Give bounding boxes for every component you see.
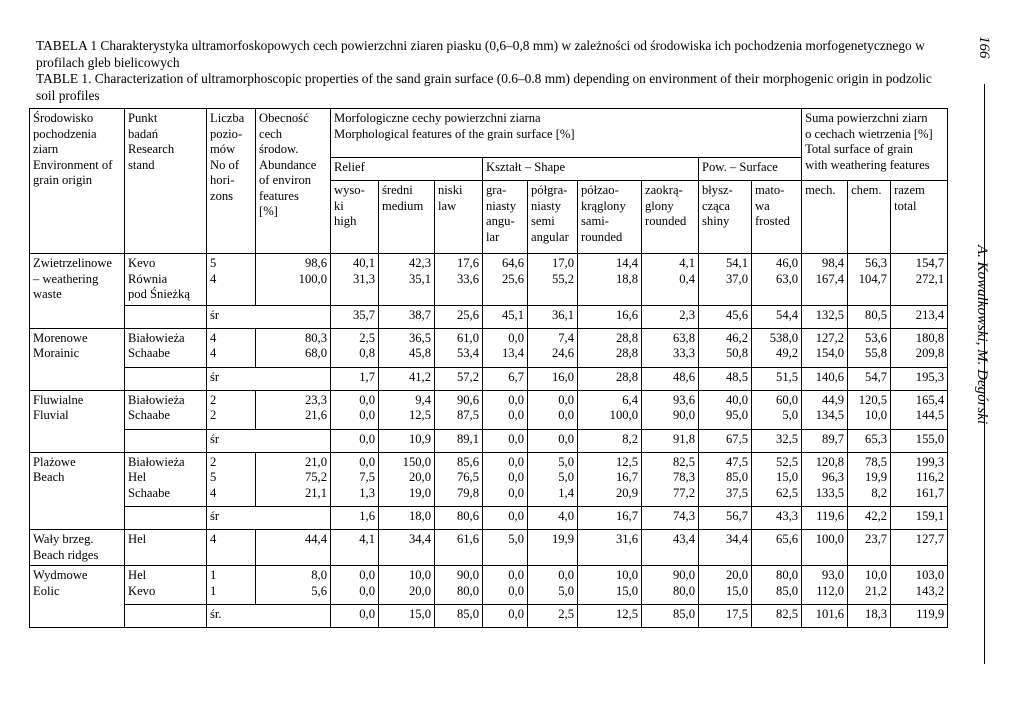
header-horizons: Liczba pozio- mów No of hori- zons [207, 109, 256, 254]
mean-value-cell: 17,5 [699, 605, 752, 628]
header-col-rounded: zaokrą- glony rounded [642, 181, 699, 254]
horizons-cell: 2 5 4 [207, 452, 256, 507]
value-cell: 47,5 85,0 37,5 [699, 452, 752, 507]
mean-value-cell: 0,0 [483, 507, 528, 530]
mean-value-cell: 25,6 [435, 305, 483, 328]
value-cell: 9,4 12,5 [379, 390, 435, 429]
mean-value-cell: 0,0 [331, 429, 379, 452]
value-cell: 44,9 134,5 [802, 390, 848, 429]
value-cell: 90,6 87,5 [435, 390, 483, 429]
mean-value-cell: 67,5 [699, 429, 752, 452]
mean-value-cell: 132,5 [802, 305, 848, 328]
header-environment: Środowisko pochodzenia ziarn Environment of grain origin [30, 109, 125, 254]
abundance-cell: 23,3 21,6 [256, 390, 331, 429]
mean-value-cell: 15,0 [379, 605, 435, 628]
mean-value-cell: 28,8 [578, 367, 642, 390]
mean-value-cell: 91,8 [642, 429, 699, 452]
value-cell: 100,0 [802, 530, 848, 566]
mean-label: śr [207, 305, 331, 328]
mean-value-cell: 36,1 [528, 305, 578, 328]
mean-row-blank [125, 305, 207, 328]
mean-value-cell: 32,5 [752, 429, 802, 452]
mean-value-cell: 82,5 [752, 605, 802, 628]
value-cell: 46,2 50,8 [699, 328, 752, 367]
mean-value-cell: 89,7 [802, 429, 848, 452]
mean-value-cell: 0,0 [483, 429, 528, 452]
value-cell: 0,0 0,0 [331, 390, 379, 429]
header-surface: Pow. – Surface [699, 158, 802, 181]
mean-value-cell: 1,6 [331, 507, 379, 530]
mean-row [30, 507, 948, 530]
value-cell: 28,8 28,8 [578, 328, 642, 367]
abundance-cell: 80,3 68,0 [256, 328, 331, 367]
value-cell: 34,4 [379, 530, 435, 566]
table-row [30, 328, 948, 367]
value-cell: 12,5 16,7 20,9 [578, 452, 642, 507]
value-cell: 61,0 53,4 [435, 328, 483, 367]
mean-value-cell: 140,6 [802, 367, 848, 390]
value-cell: 65,6 [752, 530, 802, 566]
abundance-cell: 44,4 [256, 530, 331, 566]
running-head-authors: A. Kowalkowski, M. Degórski [974, 245, 990, 425]
header-site: Punkt badań Research stand [125, 109, 207, 254]
table-row [30, 254, 948, 306]
header-col-low: niski law [435, 181, 483, 254]
mean-value-cell: 8,2 [578, 429, 642, 452]
environment-cell: Plażowe Beach [30, 452, 125, 530]
mean-value-cell: 54,4 [752, 305, 802, 328]
header-col-total: razem total [891, 181, 948, 254]
header-abundance: Obecność cech środow. Abundance of environ features [%] [256, 109, 331, 254]
abundance-cell: 98,6 100,0 [256, 254, 331, 306]
table-row [30, 452, 948, 507]
mean-value-cell: 74,3 [642, 507, 699, 530]
abundance-cell: 8,0 5,6 [256, 566, 331, 605]
page-number: 166 [976, 36, 992, 59]
value-cell: 4,1 [331, 530, 379, 566]
table-caption [36, 38, 941, 104]
environment-cell: Morenowe Morainic [30, 328, 125, 390]
mean-value-cell: 85,0 [435, 605, 483, 628]
value-cell: 0,0 7,5 1,3 [331, 452, 379, 507]
mean-value-cell: 42,2 [848, 507, 891, 530]
mean-value-cell: 10,9 [379, 429, 435, 452]
mean-value-cell: 56,7 [699, 507, 752, 530]
value-cell: 85,6 76,5 79,8 [435, 452, 483, 507]
header-col-chemical: chem. [848, 181, 891, 254]
mean-value-cell: 51,5 [752, 367, 802, 390]
mean-row [30, 605, 948, 628]
value-cell: 0,0 13,4 [483, 328, 528, 367]
mean-row-blank [125, 367, 207, 390]
environment-cell: Wydmowe Eolic [30, 566, 125, 628]
horizons-cell: 4 [207, 530, 256, 566]
mean-value-cell: 35,7 [331, 305, 379, 328]
mean-label: śr [207, 429, 331, 452]
caption-polish: TABELA 1 Charakterystyka ultramorfoskopowych cech powierzchni ziaren piasku (0,6–0,8 mm) w zależności od środowiska ich pochodzenia morfogenetycznego w profilach gleb bielicowych [36, 38, 925, 70]
mean-value-cell: 48,5 [699, 367, 752, 390]
value-cell: 199,3 116,2 161,7 [891, 452, 948, 507]
value-cell: 0,0 0,0 [331, 566, 379, 605]
value-cell: 19,9 [528, 530, 578, 566]
value-cell: 98,4 167,4 [802, 254, 848, 306]
value-cell: 90,0 80,0 [642, 566, 699, 605]
environment-cell: Fluwialne Fluvial [30, 390, 125, 452]
mean-value-cell: 38,7 [379, 305, 435, 328]
value-cell: 2,5 0,8 [331, 328, 379, 367]
mean-value-cell: 16,7 [578, 507, 642, 530]
mean-row-blank [125, 605, 207, 628]
mean-value-cell: 119,9 [891, 605, 948, 628]
mean-label: śr [207, 367, 331, 390]
value-cell: 10,0 20,0 [379, 566, 435, 605]
value-cell: 4,1 0,4 [642, 254, 699, 306]
value-cell: 0,0 0,0 [483, 390, 528, 429]
value-cell: 93,0 112,0 [802, 566, 848, 605]
value-cell: 61,6 [435, 530, 483, 566]
mean-value-cell: 16,0 [528, 367, 578, 390]
header-col-frosted: mato- wa frosted [752, 181, 802, 254]
value-cell: 150,0 20,0 19,0 [379, 452, 435, 507]
mean-value-cell: 4,0 [528, 507, 578, 530]
mean-value-cell: 2,5 [528, 605, 578, 628]
value-cell: 82,5 78,3 77,2 [642, 452, 699, 507]
value-cell: 538,0 49,2 [752, 328, 802, 367]
mean-value-cell: 85,0 [642, 605, 699, 628]
mean-value-cell: 80,6 [435, 507, 483, 530]
mean-value-cell: 155,0 [891, 429, 948, 452]
data-table [29, 108, 948, 628]
value-cell: 0,0 0,0 [528, 390, 578, 429]
mean-value-cell: 195,3 [891, 367, 948, 390]
horizons-cell: 5 4 [207, 254, 256, 306]
value-cell: 17,0 55,2 [528, 254, 578, 306]
environment-cell: Zwietrzelinowe – weathering waste [30, 254, 125, 329]
horizons-cell: 4 4 [207, 328, 256, 367]
mean-value-cell: 45,1 [483, 305, 528, 328]
header-col-medium: średni medium [379, 181, 435, 254]
value-cell: 54,1 37,0 [699, 254, 752, 306]
mean-value-cell: 54,7 [848, 367, 891, 390]
value-cell: 90,0 80,0 [435, 566, 483, 605]
value-cell: 36,5 45,8 [379, 328, 435, 367]
mean-value-cell: 0,0 [331, 605, 379, 628]
site-cell: Białowieża Hel Schaabe [125, 452, 207, 507]
value-cell: 60,0 5,0 [752, 390, 802, 429]
mean-row [30, 429, 948, 452]
mean-value-cell: 6,7 [483, 367, 528, 390]
value-cell: 165,4 144,5 [891, 390, 948, 429]
value-cell: 40,1 31,3 [331, 254, 379, 306]
mean-value-cell: 119,6 [802, 507, 848, 530]
value-cell: 0,0 0,0 0,0 [483, 452, 528, 507]
mean-value-cell: 18,0 [379, 507, 435, 530]
mean-value-cell: 57,2 [435, 367, 483, 390]
value-cell: 17,6 33,6 [435, 254, 483, 306]
mean-value-cell: 41,2 [379, 367, 435, 390]
header-col-mechanical: mech. [802, 181, 848, 254]
mean-value-cell: 0,0 [528, 429, 578, 452]
mean-row-blank [125, 507, 207, 530]
value-cell: 103,0 143,2 [891, 566, 948, 605]
value-cell: 52,5 15,0 62,5 [752, 452, 802, 507]
mean-value-cell: 1,7 [331, 367, 379, 390]
mean-value-cell: 45,6 [699, 305, 752, 328]
site-cell: Białowieża Schaabe [125, 328, 207, 367]
value-cell: 23,7 [848, 530, 891, 566]
header-col-high: wyso- ki high [331, 181, 379, 254]
table-row [30, 530, 948, 566]
mean-value-cell: 16,6 [578, 305, 642, 328]
mean-row [30, 305, 948, 328]
value-cell: 64,6 25,6 [483, 254, 528, 306]
value-cell: 0,0 5,0 [528, 566, 578, 605]
header-shape: Kształt – Shape [483, 158, 699, 181]
running-head-rule [984, 84, 985, 664]
value-cell: 0,0 0,0 [483, 566, 528, 605]
table-body [30, 109, 948, 628]
mean-value-cell: 12,5 [578, 605, 642, 628]
mean-value-cell: 48,6 [642, 367, 699, 390]
horizons-cell: 1 1 [207, 566, 256, 605]
table-row [30, 390, 948, 429]
value-cell: 56,3 104,7 [848, 254, 891, 306]
site-cell: Hel Kevo [125, 566, 207, 605]
horizons-cell: 2 2 [207, 390, 256, 429]
value-cell: 34,4 [699, 530, 752, 566]
site-cell: Hel [125, 530, 207, 566]
value-cell: 5,0 [483, 530, 528, 566]
value-cell: 154,7 272,1 [891, 254, 948, 306]
mean-value-cell: 101,6 [802, 605, 848, 628]
value-cell: 120,5 10,0 [848, 390, 891, 429]
value-cell: 14,4 18,8 [578, 254, 642, 306]
value-cell: 46,0 63,0 [752, 254, 802, 306]
site-cell: Białowieża Schaabe [125, 390, 207, 429]
value-cell: 53,6 55,8 [848, 328, 891, 367]
header-morphological: Morfologiczne cechy powierzchni ziarna Morphological features of the grain surface [%] [331, 109, 802, 158]
header-weathering: Suma powierzchni ziarn o cechach wietrzenia [%] Total surface of grain with weathering features [802, 109, 948, 181]
value-cell: 78,5 19,9 8,2 [848, 452, 891, 507]
mean-value-cell: 0,0 [483, 605, 528, 628]
environment-cell: Wały brzeg. Beach ridges [30, 530, 125, 566]
abundance-cell: 21,0 75,2 21,1 [256, 452, 331, 507]
site-cell: Kevo Równia pod Śnieżką [125, 254, 207, 306]
mean-value-cell: 2,3 [642, 305, 699, 328]
mean-value-cell: 89,1 [435, 429, 483, 452]
value-cell: 40,0 95,0 [699, 390, 752, 429]
table-row [30, 566, 948, 605]
header-col-shiny: błysz- cząca shiny [699, 181, 752, 254]
mean-row-blank [125, 429, 207, 452]
caption-english: TABLE 1. Characterization of ultramorphoscopic properties of the sand grain surface (0.6–0.8 mm) depending on environment of their morphogenic origin in podzolic soil profiles [36, 71, 932, 103]
mean-label: śr [207, 507, 331, 530]
value-cell: 6,4 100,0 [578, 390, 642, 429]
mean-value-cell: 213,4 [891, 305, 948, 328]
mean-value-cell: 159,1 [891, 507, 948, 530]
value-cell: 93,6 90,0 [642, 390, 699, 429]
mean-value-cell: 65,3 [848, 429, 891, 452]
header-col-angular: gra- niasty angu- lar [483, 181, 528, 254]
header-col-semi-rounded: półzao- krąglony sami- rounded [578, 181, 642, 254]
value-cell: 5,0 5,0 1,4 [528, 452, 578, 507]
mean-value-cell: 18,3 [848, 605, 891, 628]
value-cell: 43,4 [642, 530, 699, 566]
header-relief: Relief [331, 158, 483, 181]
value-cell: 10,0 21,2 [848, 566, 891, 605]
value-cell: 120,8 96,3 133,5 [802, 452, 848, 507]
mean-label: śr. [207, 605, 331, 628]
value-cell: 20,0 15,0 [699, 566, 752, 605]
value-cell: 180,8 209,8 [891, 328, 948, 367]
value-cell: 127,2 154,0 [802, 328, 848, 367]
mean-value-cell: 43,3 [752, 507, 802, 530]
value-cell: 10,0 15,0 [578, 566, 642, 605]
value-cell: 42,3 35,1 [379, 254, 435, 306]
header-row-1 [30, 109, 948, 158]
mean-row [30, 367, 948, 390]
value-cell: 7,4 24,6 [528, 328, 578, 367]
value-cell: 80,0 85,0 [752, 566, 802, 605]
header-col-semi-angular: półgra- niasty semi angular [528, 181, 578, 254]
mean-value-cell: 80,5 [848, 305, 891, 328]
value-cell: 63,8 33,3 [642, 328, 699, 367]
value-cell: 127,7 [891, 530, 948, 566]
value-cell: 31,6 [578, 530, 642, 566]
